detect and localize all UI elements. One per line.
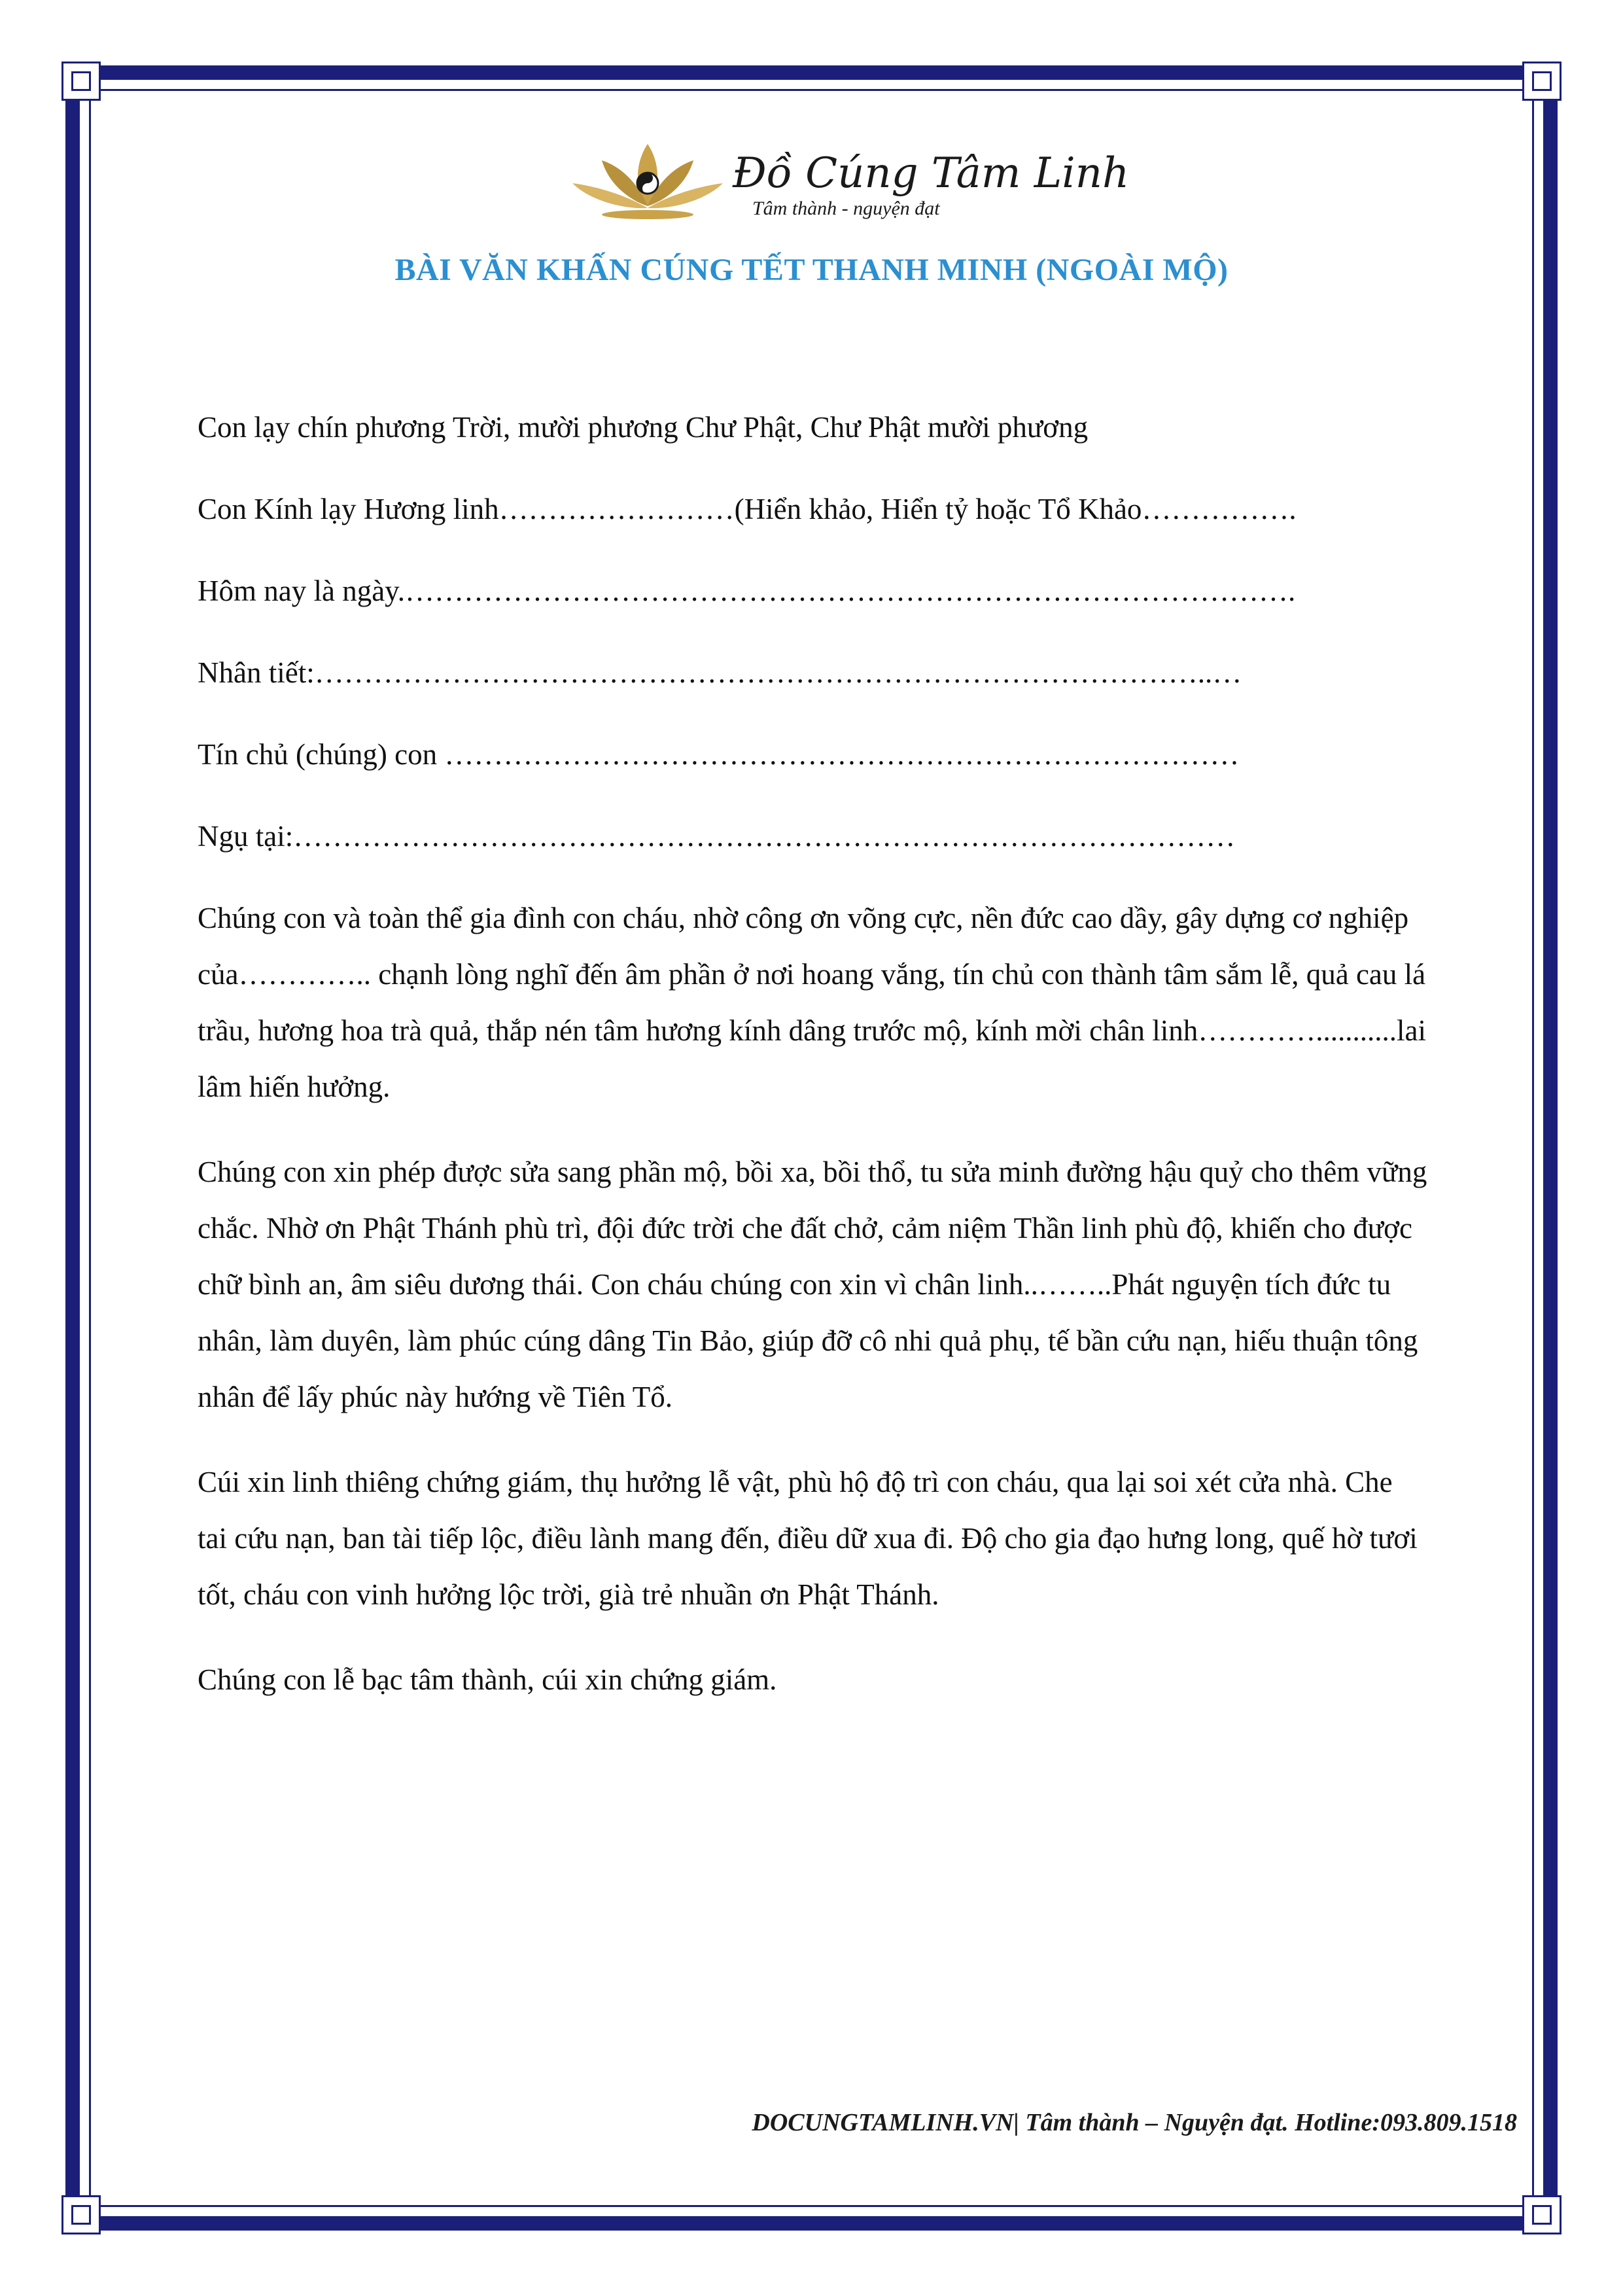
prayer-body: [198, 399, 1427, 1737]
lotus-icon: [569, 137, 726, 222]
logo-name: Đồ Cúng Tâm Linh: [733, 149, 1130, 198]
fill-in-line: Tín chủ (chúng) con ………………………………………………………………………: [198, 738, 1240, 771]
fill-in-line: Con lạy chín phương Trời, mười phương Chư Phật, Chư Phật mười phương: [198, 411, 1089, 444]
frame-corner-ornament: [61, 62, 101, 101]
fill-in-line: Nhân tiết:………………………………………………………………………………..…: [198, 656, 1242, 689]
brand-logo: [569, 137, 1130, 222]
fill-in-line: Con Kính lạy Hương linh……………………(Hiển khảo, Hiển tỷ hoặc Tổ Khảo…………….: [198, 493, 1297, 525]
prayer-paragraph: Chúng con xin phép được sửa sang phần mộ, bồi xa, bồi thổ, tu sửa minh đường hậu quỷ cho thêm vững chắc. Nhờ ơn Phật Thánh phù trì, đội đức trời che đất chở, cảm niệm Thần linh phù độ, khiến cho được chữ bình an, âm siêu dương thái. Con cháu chúng con xin vì chân linh..……..Phát nguyện tích đức tu nhân, làm duyên, làm phúc cúng dâng Tin Bảo, giúp đỡ cô nhi quả phụ, tế bần cứu nạn, hiếu thuận tông nhân để lấy phúc này hướng về Tiên Tổ.: [198, 1156, 1427, 1413]
fill-in-line: Ngụ tại:……………………………………………………………………………………: [198, 820, 1236, 853]
prayer-paragraph: Chúng con và toàn thể gia đình con cháu, nhờ công ơn võng cực, nền đức cao dầy, gây dựng cơ nghiệp của………….. chạnh lòng nghĩ đến âm phần ở nơi hoang vắng, tín chủ con thành tâm sắm lễ, quả cau lá trầu, hương hoa trà quả, thắp nén tâm hương kính dâng trước mộ, kính mời chân linh…………...........lai lâm hiến hưởng.: [198, 902, 1427, 1103]
page-title: BÀI VĂN KHẤN CÚNG TẾT THANH MINH (NGOÀI MỘ): [394, 253, 1229, 287]
footer-contact: DOCUNGTAMLINH.VN| Tâm thành – Nguyện đạt. Hotline:093.809.1518: [752, 2109, 1517, 2136]
frame-corner-ornament: [61, 2195, 101, 2234]
frame-corner-ornament: [1522, 62, 1562, 101]
frame-corner-ornament: [1522, 2195, 1562, 2234]
logo-tagline: Tâm thành - nguyện đạt: [752, 198, 940, 219]
prayer-paragraph: Chúng con lễ bạc tâm thành, cúi xin chứng giám.: [198, 1663, 777, 1696]
prayer-paragraph: Cúi xin linh thiêng chứng giám, thụ hưởng lễ vật, phù hộ độ trì con cháu, qua lại soi xét cửa nhà. Che tai cứu nạn, ban tài tiếp lộc, điều lành mang đến, điều dữ xua đi. Độ cho gia đạo hưng long, quế hờ tươi tốt, cháu con vinh hưởng lộc trời, già trẻ nhuần ơn Phật Thánh.: [198, 1466, 1418, 1611]
fill-in-line: Hôm nay là ngày.……………………………………………………………………………….: [198, 574, 1296, 607]
